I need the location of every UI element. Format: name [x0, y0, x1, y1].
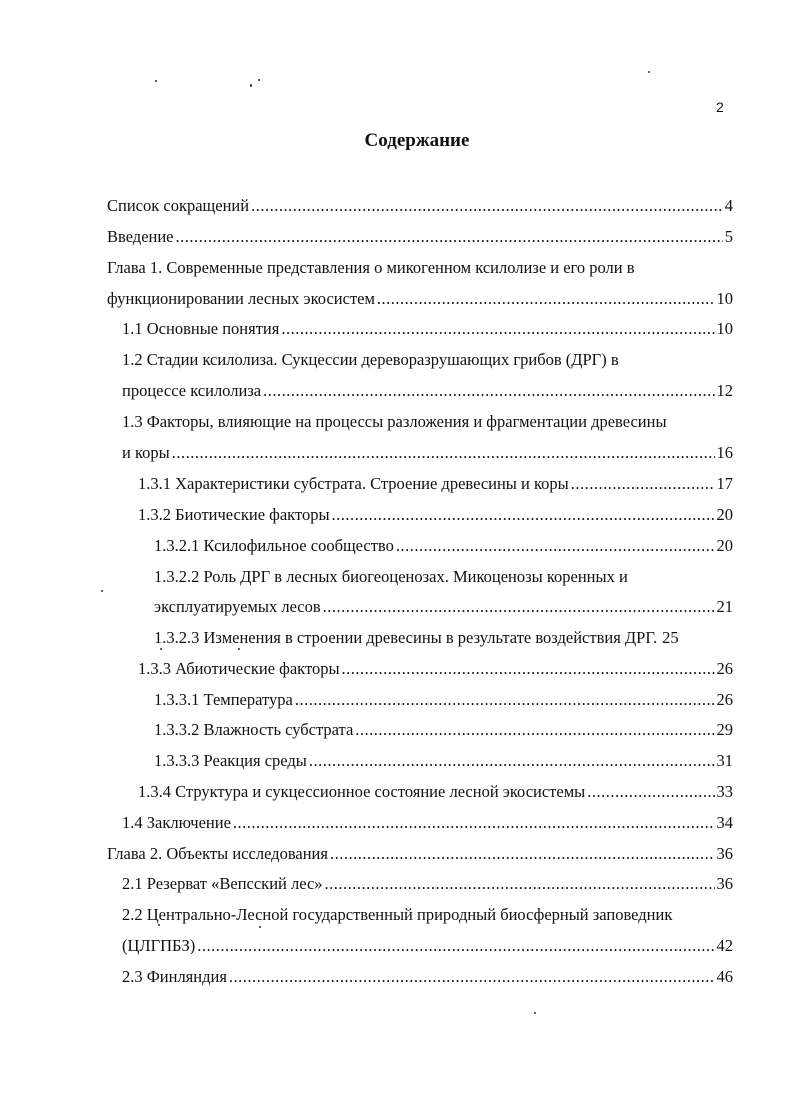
toc-entry-1-3[interactable]	[122, 443, 733, 463]
toc-entry-1-3-2-3[interactable]	[154, 628, 733, 648]
toc-leader-dots	[309, 751, 715, 771]
toc-leader-dots	[295, 690, 715, 710]
toc-entry-page: 20	[716, 536, 733, 555]
toc-entry-label: 1.3.2.3 Изменения в строении древесины в результате воздействия ДРГ.	[154, 628, 658, 647]
toc-entry-page: 4	[724, 196, 733, 215]
scan-speck	[250, 84, 252, 87]
toc-entry-label: Введение	[107, 227, 174, 246]
toc-entry-chapter1[interactable]	[107, 289, 733, 309]
toc-entry-1-3-2[interactable]	[138, 505, 733, 525]
toc-entry-page: 26	[716, 659, 733, 678]
toc-entry-page: 36	[716, 874, 733, 893]
toc-entry-page: 34	[716, 813, 733, 832]
toc-entry-label: процессе ксилолиза	[122, 381, 262, 400]
toc-entry-label: (ЦЛГПБЗ)	[122, 936, 196, 955]
toc-entry-page: 16	[716, 443, 733, 462]
toc-entry-label: Глава 2. Объекты исследования	[107, 844, 328, 863]
toc-entry-label: 1.3.3.2 Влажность субстрата	[154, 720, 354, 739]
toc-entry-1-3-4[interactable]	[138, 782, 733, 802]
toc-entry-2-1[interactable]	[122, 874, 733, 894]
toc-leader-dots	[323, 597, 715, 617]
scan-speck	[259, 926, 261, 928]
scan-speck	[158, 924, 160, 926]
page-number: 2	[716, 99, 724, 115]
toc-leader-dots	[355, 720, 714, 740]
toc-entry-1-3-3[interactable]	[138, 659, 733, 679]
toc-leader-dots	[172, 443, 715, 463]
toc-entry-label: эксплуатируемых лесов	[154, 597, 321, 616]
toc-entry-2-2-line1[interactable]: 2.2 Центрально-Лесной государственный природный биосферный заповедник	[122, 905, 673, 924]
toc-entry-label: 1.3.3.3 Реакция среды	[154, 751, 307, 770]
toc-entry-page: 5	[724, 227, 733, 246]
toc-leader-dots	[263, 381, 714, 401]
scan-speck	[258, 79, 260, 81]
scan-speck	[648, 71, 650, 73]
page-title: Содержание	[364, 130, 470, 151]
scan-speck	[534, 1012, 536, 1014]
toc-entry-1-3-1[interactable]	[138, 474, 733, 494]
toc-entry-page: 10	[716, 319, 733, 338]
toc-entry-label: 2.1 Резерват «Вепсский лес»	[122, 874, 323, 893]
scan-speck	[238, 648, 240, 650]
toc-entry-1-3-3-2[interactable]	[154, 720, 733, 740]
toc-leader-dots	[377, 289, 715, 309]
toc-entry-2-2[interactable]	[122, 936, 733, 956]
toc-entry-chapter1-line1[interactable]: Глава 1. Современные представления о микогенном ксилолизе и его роли в	[107, 258, 635, 277]
toc-entry-page: 25	[662, 628, 679, 647]
toc-entry-label: 1.1 Основные понятия	[122, 319, 280, 338]
toc-entry-abbreviations[interactable]	[107, 196, 733, 216]
toc-entry-label: и коры	[122, 443, 170, 462]
toc-leader-dots	[587, 782, 714, 802]
scan-speck	[101, 590, 103, 592]
toc-leader-dots	[233, 813, 715, 833]
toc-entry-page: 46	[716, 967, 733, 986]
toc-leader-dots	[571, 474, 715, 494]
toc-entry-label: 1.3.2 Биотические факторы	[138, 505, 330, 524]
toc-leader-dots	[281, 319, 714, 339]
toc-entry-label: 2.3 Финляндия	[122, 967, 227, 986]
toc-entry-label: 1.3.1 Характеристики субстрата. Строение древесины и коры	[138, 474, 569, 493]
toc-entry-label: 1.4 Заключение	[122, 813, 231, 832]
toc-entry-page: 31	[716, 751, 733, 770]
toc-leader-dots	[229, 967, 715, 987]
toc-leader-dots	[325, 874, 715, 894]
toc-entry-2-3[interactable]	[122, 967, 733, 987]
toc-entry-label: функционировании лесных экосистем	[107, 289, 375, 308]
scan-speck	[155, 80, 157, 82]
scan-speck	[160, 648, 162, 650]
toc-entry-chapter2[interactable]	[107, 844, 733, 864]
toc-entry-page: 20	[716, 505, 733, 524]
toc-entry-1-3-3-3[interactable]	[154, 751, 733, 771]
toc-entry-1-3-line1[interactable]: 1.3 Факторы, влияющие на процессы разложения и фрагментации древесины	[122, 412, 667, 431]
toc-entry-page: 29	[716, 720, 733, 739]
toc-leader-dots	[251, 196, 723, 216]
toc-leader-dots	[396, 536, 715, 556]
toc-entry-label: 1.3.3.1 Температура	[154, 690, 293, 709]
toc-entry-1-2-line1[interactable]: 1.2 Стадии ксилолиза. Сукцессии дереворазрушающих грибов (ДРГ) в	[122, 350, 619, 369]
toc-entry-page: 12	[716, 381, 733, 400]
toc-leader-dots	[330, 844, 715, 864]
toc-entry-page: 21	[716, 597, 733, 616]
toc-entry-page: 26	[716, 690, 733, 709]
toc-entry-introduction[interactable]	[107, 227, 733, 247]
toc-leader-dots	[197, 936, 714, 956]
toc-entry-page: 36	[716, 844, 733, 863]
toc-entry-1-3-3-1[interactable]	[154, 690, 733, 710]
toc-leader-dots	[332, 505, 715, 525]
toc-entry-1-3-2-1[interactable]	[154, 536, 733, 556]
toc-entry-page: 33	[716, 782, 733, 801]
toc-entry-page: 17	[716, 474, 733, 493]
toc-entry-page: 42	[716, 936, 733, 955]
toc-entry-page: 10	[716, 289, 733, 308]
toc-entry-label: 1.3.4 Структура и сукцессионное состояние лесной экосистемы	[138, 782, 586, 801]
toc-entry-label: 1.3.3 Абиотические факторы	[138, 659, 340, 678]
toc-entry-1-3-2-2[interactable]	[154, 597, 733, 617]
toc-entry-label: 1.3.2.1 Ксилофильное сообщество	[154, 536, 394, 555]
toc-entry-1-4[interactable]	[122, 813, 733, 833]
toc-entry-label: Список сокращений	[107, 196, 250, 215]
toc-leader-dots	[342, 659, 715, 679]
toc-entry-1-1[interactable]	[122, 319, 733, 339]
toc-entry-1-3-2-2-line1[interactable]: 1.3.2.2 Роль ДРГ в лесных биогеоценозах. Микоценозы коренных и	[154, 567, 628, 586]
toc-leader-dots	[176, 227, 723, 247]
toc-entry-1-2[interactable]	[122, 381, 733, 401]
